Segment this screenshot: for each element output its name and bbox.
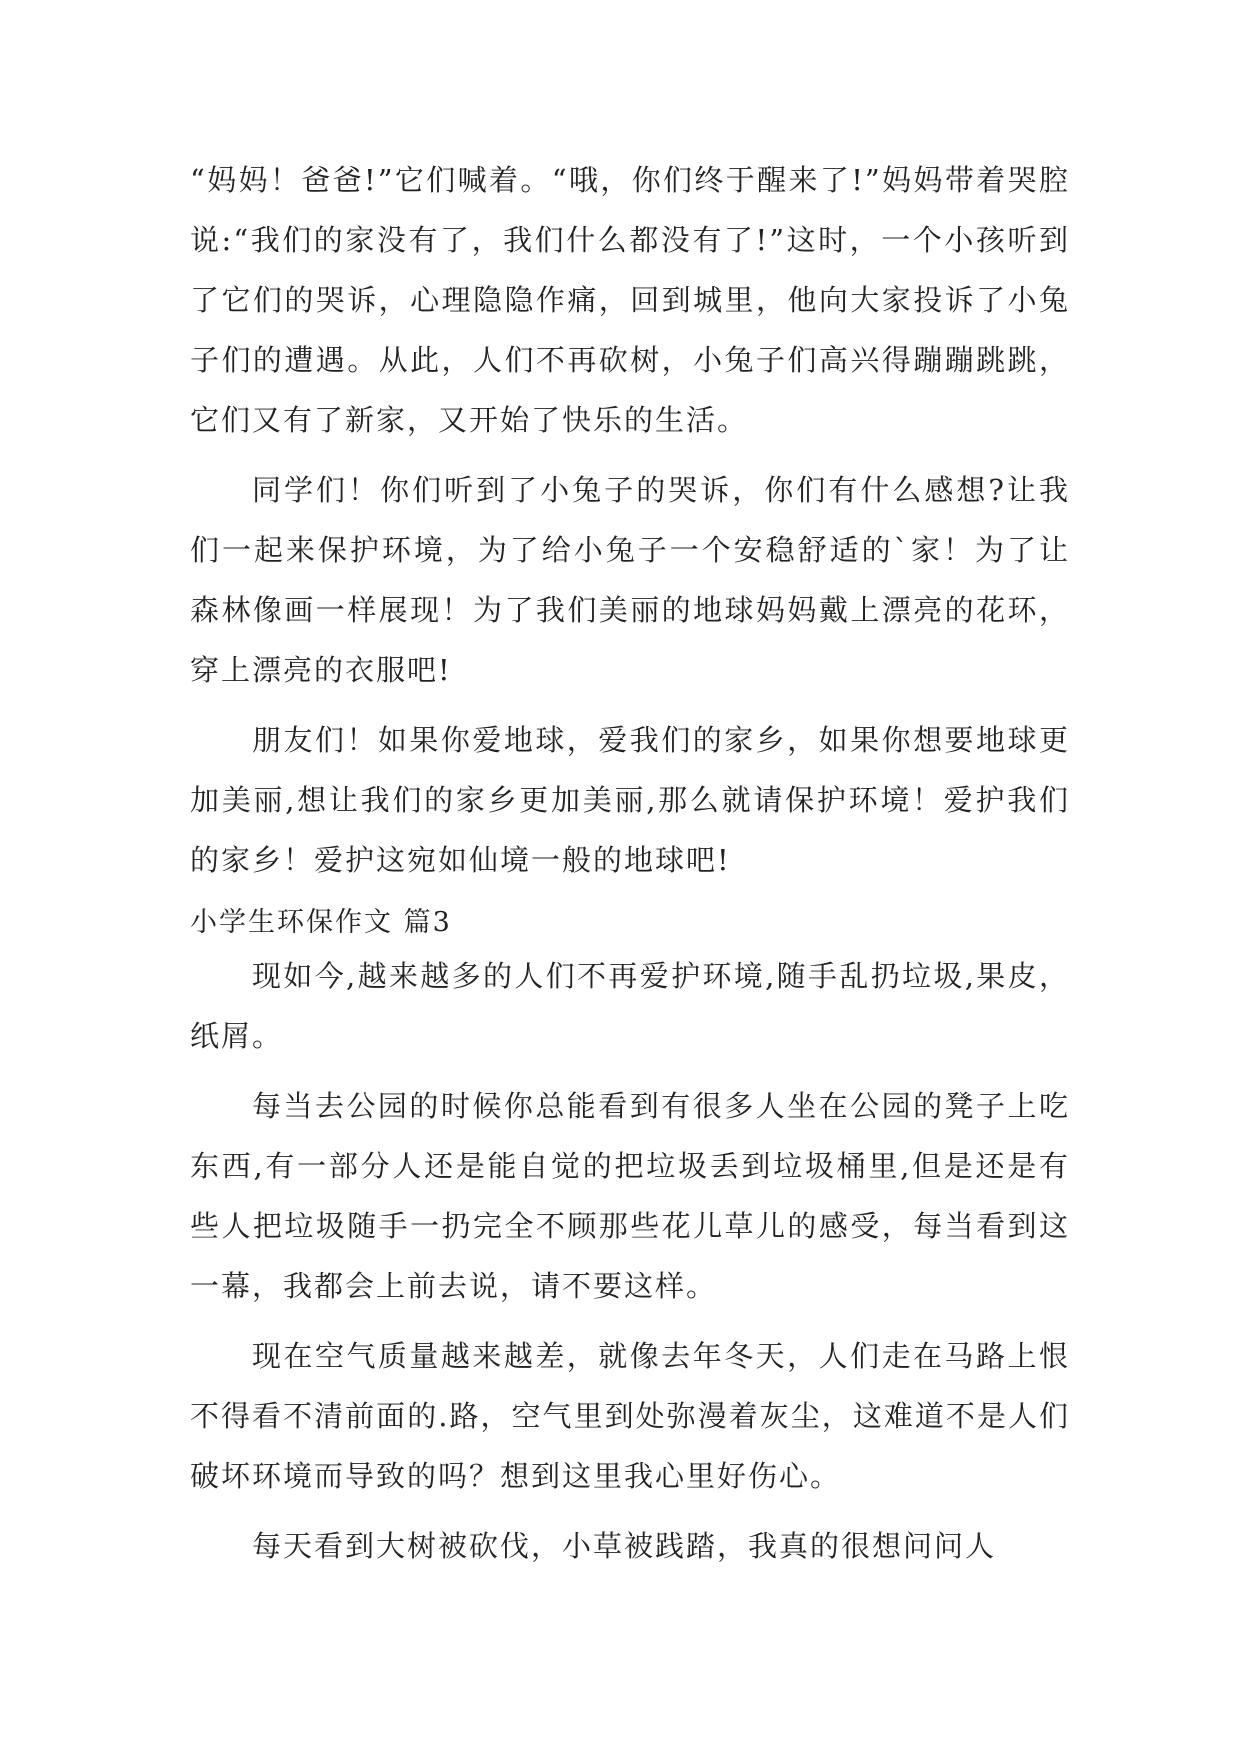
paragraph-park: 每当去公园的时候你总能看到有很多人坐在公园的凳子上吃东西,有一部分人还是能自觉的把垃圾丢到垃圾桶里,但是还是有些人把垃圾随手一扔完全不顾那些花儿草儿的感受，每当看到这一幕，我都会上前去说，请不要这样。 <box>190 1089 1070 1303</box>
paragraph-rabbits-story: “妈妈！爸爸!”它们喊着。“哦，你们终于醒来了!”妈妈带着哭腔说:“我们的家没有了，我们什么都没有了!”这时，一个小孩听到了它们的哭诉，心理隐隐作痛，回到城里，他向大家投诉了小兔子们的遭遇。从此，人们不再砍树，小兔子们高兴得蹦蹦跳跳，它们又有了新家，又开始了快乐的生活。 <box>190 163 1070 437</box>
section-heading: 小学生环保作文 篇3 <box>190 907 452 938</box>
paragraph-classmates-appeal: 同学们！你们听到了小兔子的哭诉，你们有什么感想?让我们一起来保护环境，为了给小兔子一个安稳舒适的`家！为了让森林像画一样展现！为了我们美丽的地球妈妈戴上漂亮的花环，穿上漂亮的衣服吧! <box>190 473 1070 687</box>
document-page <box>190 150 1070 1586</box>
paragraph-trees: 每天看到大树被砍伐，小草被践踏，我真的很想问问人 <box>252 1529 997 1563</box>
paragraph-friends-appeal: 朋友们！如果你爱地球，爱我们的家乡，如果你想要地球更加美丽,想让我们的家乡更加美丽,那么就请保护环境！爱护我们的家乡！爱护这宛如仙境一般的地球吧! <box>190 723 1070 877</box>
paragraph-air-quality: 现在空气质量越来越差，就像去年冬天，人们走在马路上恨不得看不清前面的.路，空气里到处弥漫着灰尘，这难道不是人们破坏环境而导致的吗？想到这里我心里好伤心。 <box>190 1339 1070 1493</box>
paragraph-litter: 现如今,越来越多的人们不再爱护环境,随手乱扔垃圾,果皮，纸屑。 <box>190 959 1070 1053</box>
